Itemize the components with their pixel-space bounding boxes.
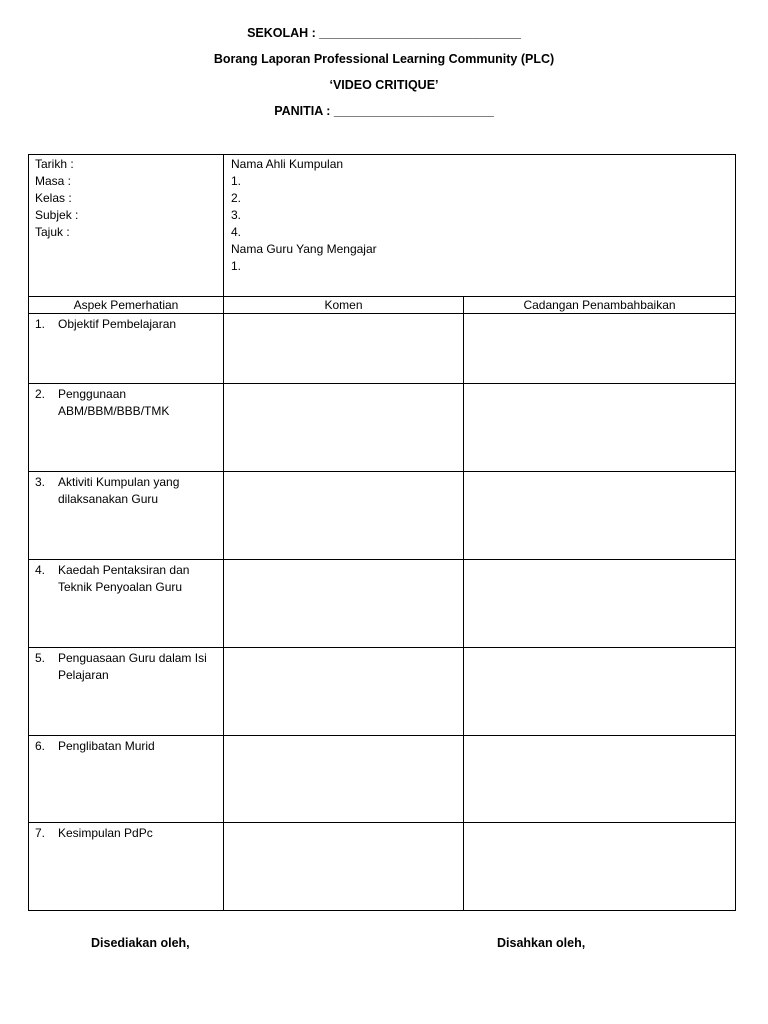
- class-label: Kelas :: [35, 191, 72, 205]
- suggestion-cell[interactable]: [464, 314, 736, 384]
- aspect-label: Penggunaan ABM/BBM/BBB/TMK: [58, 387, 170, 418]
- teacher-1-label: 1.: [231, 259, 242, 273]
- aspect-number: 2.: [35, 387, 46, 401]
- comment-cell[interactable]: [224, 648, 464, 736]
- member-1-label: 1.: [231, 174, 242, 188]
- aspect-row: [29, 736, 736, 823]
- comment-cell[interactable]: [224, 384, 464, 472]
- panel-field: PANITIA : _______________________: [274, 104, 494, 118]
- comment-cell[interactable]: [224, 472, 464, 560]
- suggestion-cell[interactable]: [464, 648, 736, 736]
- aspect-label: Kesimpulan PdPc: [58, 826, 153, 840]
- prepared-by-label: Disediakan oleh,: [91, 936, 190, 950]
- aspect-cell: [29, 472, 224, 560]
- suggestion-cell[interactable]: [464, 560, 736, 648]
- aspect-cell: [29, 823, 224, 911]
- topic-label: Tajuk :: [35, 225, 70, 239]
- session-details-cell: [29, 155, 224, 297]
- group-members-heading: Nama Ahli Kumpulan: [231, 157, 344, 171]
- member-3-label: 3.: [231, 208, 242, 222]
- comment-cell[interactable]: [224, 314, 464, 384]
- member-4-label: 4.: [231, 225, 242, 239]
- aspect-cell: [29, 648, 224, 736]
- aspect-label: Penglibatan Murid: [58, 739, 155, 753]
- aspect-row: [29, 384, 736, 472]
- aspect-row: [29, 314, 736, 384]
- form-title: Borang Laporan Professional Learning Community (PLC): [213, 52, 555, 66]
- aspect-number: 6.: [35, 739, 46, 753]
- date-label: Tarikh :: [35, 157, 74, 171]
- aspect-cell: [29, 560, 224, 648]
- comment-cell[interactable]: [224, 823, 464, 911]
- observation-table: [28, 154, 736, 911]
- aspect-cell: [29, 314, 224, 384]
- comment-cell[interactable]: [224, 736, 464, 823]
- aspect-row: [29, 823, 736, 911]
- comment-cell[interactable]: [224, 560, 464, 648]
- time-label: Masa :: [35, 174, 72, 188]
- member-2-label: 2.: [231, 191, 242, 205]
- aspect-number: 5.: [35, 651, 46, 665]
- suggestion-cell[interactable]: [464, 736, 736, 823]
- aspect-cell: [29, 384, 224, 472]
- form-subtitle: ‘VIDEO CRITIQUE’: [329, 78, 439, 92]
- column-header-aspect: Aspek Pemerhatian: [29, 297, 224, 314]
- aspect-number: 1.: [35, 317, 46, 331]
- suggestion-cell[interactable]: [464, 823, 736, 911]
- column-header-suggestion: Cadangan Penambahbaikan: [464, 297, 736, 314]
- aspect-number: 7.: [35, 826, 46, 840]
- aspect-number: 3.: [35, 475, 46, 489]
- column-header-row: [29, 297, 736, 314]
- subject-label: Subjek :: [35, 208, 79, 222]
- approved-by-label: Disahkan oleh,: [497, 936, 586, 950]
- aspect-label: Objektif Pembelajaran: [58, 317, 177, 331]
- aspect-label: Kaedah Pentaksiran dan Teknik Penyoalan Guru: [58, 563, 190, 594]
- aspect-number: 4.: [35, 563, 46, 577]
- aspect-label: Aktiviti Kumpulan yang dilaksanakan Guru: [58, 475, 180, 506]
- column-header-comment: Komen: [224, 297, 464, 314]
- aspect-row: [29, 648, 736, 736]
- teacher-heading: Nama Guru Yang Mengajar: [231, 242, 377, 256]
- aspect-row: [29, 560, 736, 648]
- info-row: [29, 155, 736, 297]
- aspect-label: Penguasaan Guru dalam Isi Pelajaran: [58, 651, 207, 682]
- aspect-cell: [29, 736, 224, 823]
- suggestion-cell[interactable]: [464, 472, 736, 560]
- suggestion-cell[interactable]: [464, 384, 736, 472]
- school-field: SEKOLAH : _____________________________: [247, 26, 521, 40]
- aspect-row: [29, 472, 736, 560]
- members-cell: [224, 155, 736, 297]
